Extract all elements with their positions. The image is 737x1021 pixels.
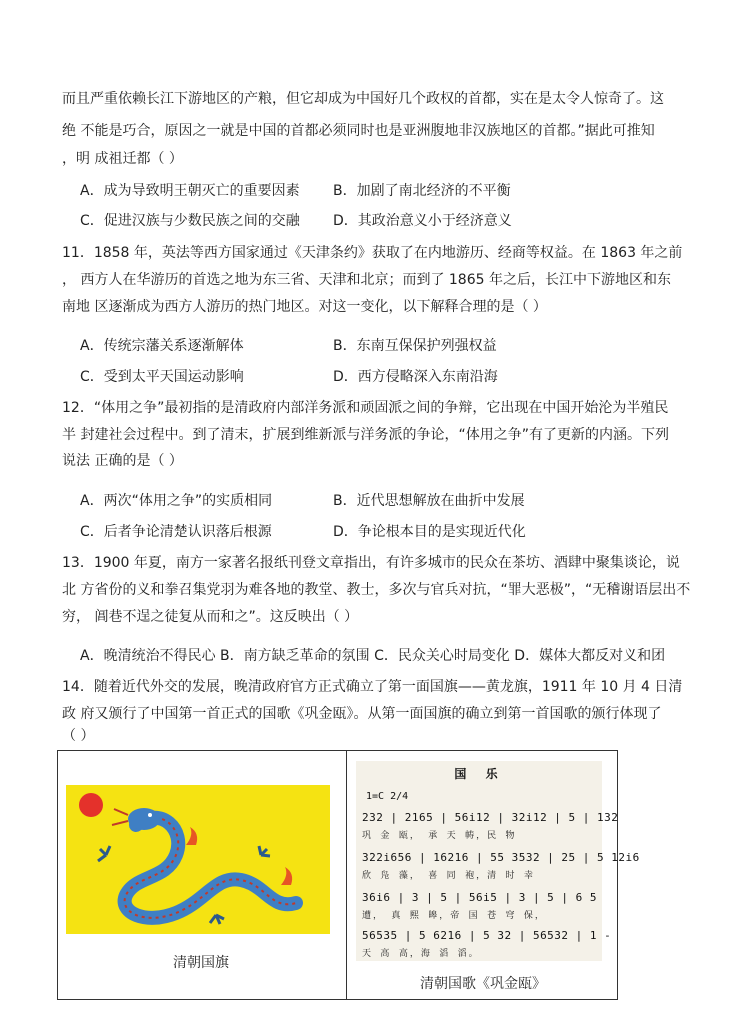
q10-option-a: A．成为导致明王朝灭亡的重要因素 <box>80 183 300 199</box>
red-sun-icon <box>79 793 103 817</box>
q13-options: A．晚清统治不得民心 B．南方缺乏革命的氛围 C．民众关心时局变化 D．媒体大都反对义和团 <box>80 648 666 664</box>
q10-stem-line3: ，明 成祖迁都（ ） <box>62 151 183 167</box>
q11-option-d: D．西方侵略深入东南沿海 <box>333 369 498 385</box>
q14-stem-line3: （ ） <box>62 728 95 744</box>
figure-box <box>57 750 640 1000</box>
q12-stem-line3: 说法 正确的是（ ） <box>62 453 183 469</box>
dragon-whisker-icon <box>112 809 128 825</box>
score-notation-row: 56535 | 5 6216 | 5 32 | 56532 | 1 - <box>362 929 612 942</box>
score-lyric-row: 巩 金 瓯， 承 天 帱，民 物 <box>362 831 517 841</box>
q11-stem-line2: ， 西方人在华游历的首选之地为东三省、天津和北京；而到了 1865 年之后，长江中下游地区和东 <box>62 272 671 288</box>
flag-caption: 清朝国旗 <box>173 955 229 971</box>
q10-option-c: C．促进汉族与少数民族之间的交融 <box>80 213 300 229</box>
q10-option-b: B．加剧了南北经济的不平衡 <box>333 183 511 199</box>
q12-stem-line2: 半 封建社会过程中。到了清末，扩展到维新派与洋务派的争论，“体用之争”有了更新的内涵。下列 <box>62 427 669 443</box>
q10-option-d: D．其政治意义小于经济意义 <box>333 213 512 229</box>
score-title: 国 乐 <box>454 767 504 781</box>
q10-stem-line2: 绝 不能是巧合，原因之一就是中国的首都必须同时也是亚洲腹地非汉族地区的首都。”据此可推知 <box>62 123 655 139</box>
q14-stem-line2: 政 府又颁行了中国第一首正式的国歌《巩金瓯》。从第一面国旗的确立到第一首国歌的颁行体现了 <box>62 706 662 722</box>
dragon-head-icon <box>128 808 160 830</box>
dragon-claw-icon <box>98 846 110 861</box>
score-notation-row: 3̇6i6 | 3 | 5 | 56i5 | 3 | 5 | 6 5 <box>362 891 598 904</box>
figure-divider <box>346 751 347 999</box>
q14-stem-line1: 14．随着近代外交的发展，晚清政府官方正式确立了第一面国旗——黄龙旗，1911 年 10 月 4 日清 <box>62 679 683 695</box>
score-meter: 1=C 2/4 <box>366 791 409 802</box>
q11-stem-line1: 11．1858 年，英法等西方国家通过《天津条约》获取了在内地游历、经商等权益。在 1863 年之前 <box>62 245 683 261</box>
score-lyric-row: 欣 凫 藻， 喜 同 袍，清 时 幸 <box>362 871 535 881</box>
score-lyric-row: 天 高 高，海 滔 滔。 <box>362 949 480 959</box>
q11-option-b: B．东南互保保护列强权益 <box>333 338 497 354</box>
score-notation-row: 232 | 2165 | 56i12 | 3̇2i12 | 5 | 132 <box>362 811 619 824</box>
dragon-body-icon <box>125 818 296 918</box>
q12-option-d: D．争论根本目的是实现近代化 <box>333 524 526 540</box>
score-notation-row: 3̇22i656 | 16216 | 55 3532 | 25 | 5 12i6 <box>362 851 640 864</box>
anthem-score-image <box>356 761 640 961</box>
q12-option-a: A．两次“体用之争”的实质相同 <box>80 493 273 509</box>
q13-stem-line1: 13．1900 年夏，南方一家著名报纸刊登文章指出，有许多城市的民众在茶坊、酒肆中聚集谈论，说 <box>62 555 680 571</box>
q11-option-c: C．受到太平天国运动影响 <box>80 369 244 385</box>
dragon-flag-svg <box>66 785 330 934</box>
q12-option-c: C．后者争论清楚认识落后根源 <box>80 524 272 540</box>
q11-stem-line3: 南地 区逐渐成为西方人游历的热门地区。对这一变化，以下解释合理的是（ ） <box>62 299 547 315</box>
q12-option-b: B．近代思想解放在曲折中发展 <box>333 493 525 509</box>
q12-stem-line1: 12．“体用之争”最初指的是清政府内部洋务派和顽固派之间的争辩，它出现在中国开始沦为半殖民 <box>62 400 669 416</box>
q10-stem-line1: 而且严重依赖长江下游地区的产粮，但它却成为中国好几个政权的首都，实在是太令人惊奇了。这 <box>62 91 664 107</box>
score-lyric-row: 遭， 真 熙 皞，帝 国 苍 穹 保， <box>362 911 546 921</box>
q13-stem-line3: 穷， 阊巷不逞之徒复从而和之”。这反映出（ ） <box>62 609 359 625</box>
q13-stem-line2: 北 方省份的义和拳召集党羽为难各地的教堂、教士，多次与官兵对抗，“罪大恶极”，“无稽谢语层出不 <box>62 582 691 598</box>
qing-flag-image <box>66 785 330 934</box>
anthem-caption: 清朝国歌《巩金瓯》 <box>420 976 546 992</box>
q11-option-a: A．传统宗藩关系逐渐解体 <box>80 338 244 354</box>
